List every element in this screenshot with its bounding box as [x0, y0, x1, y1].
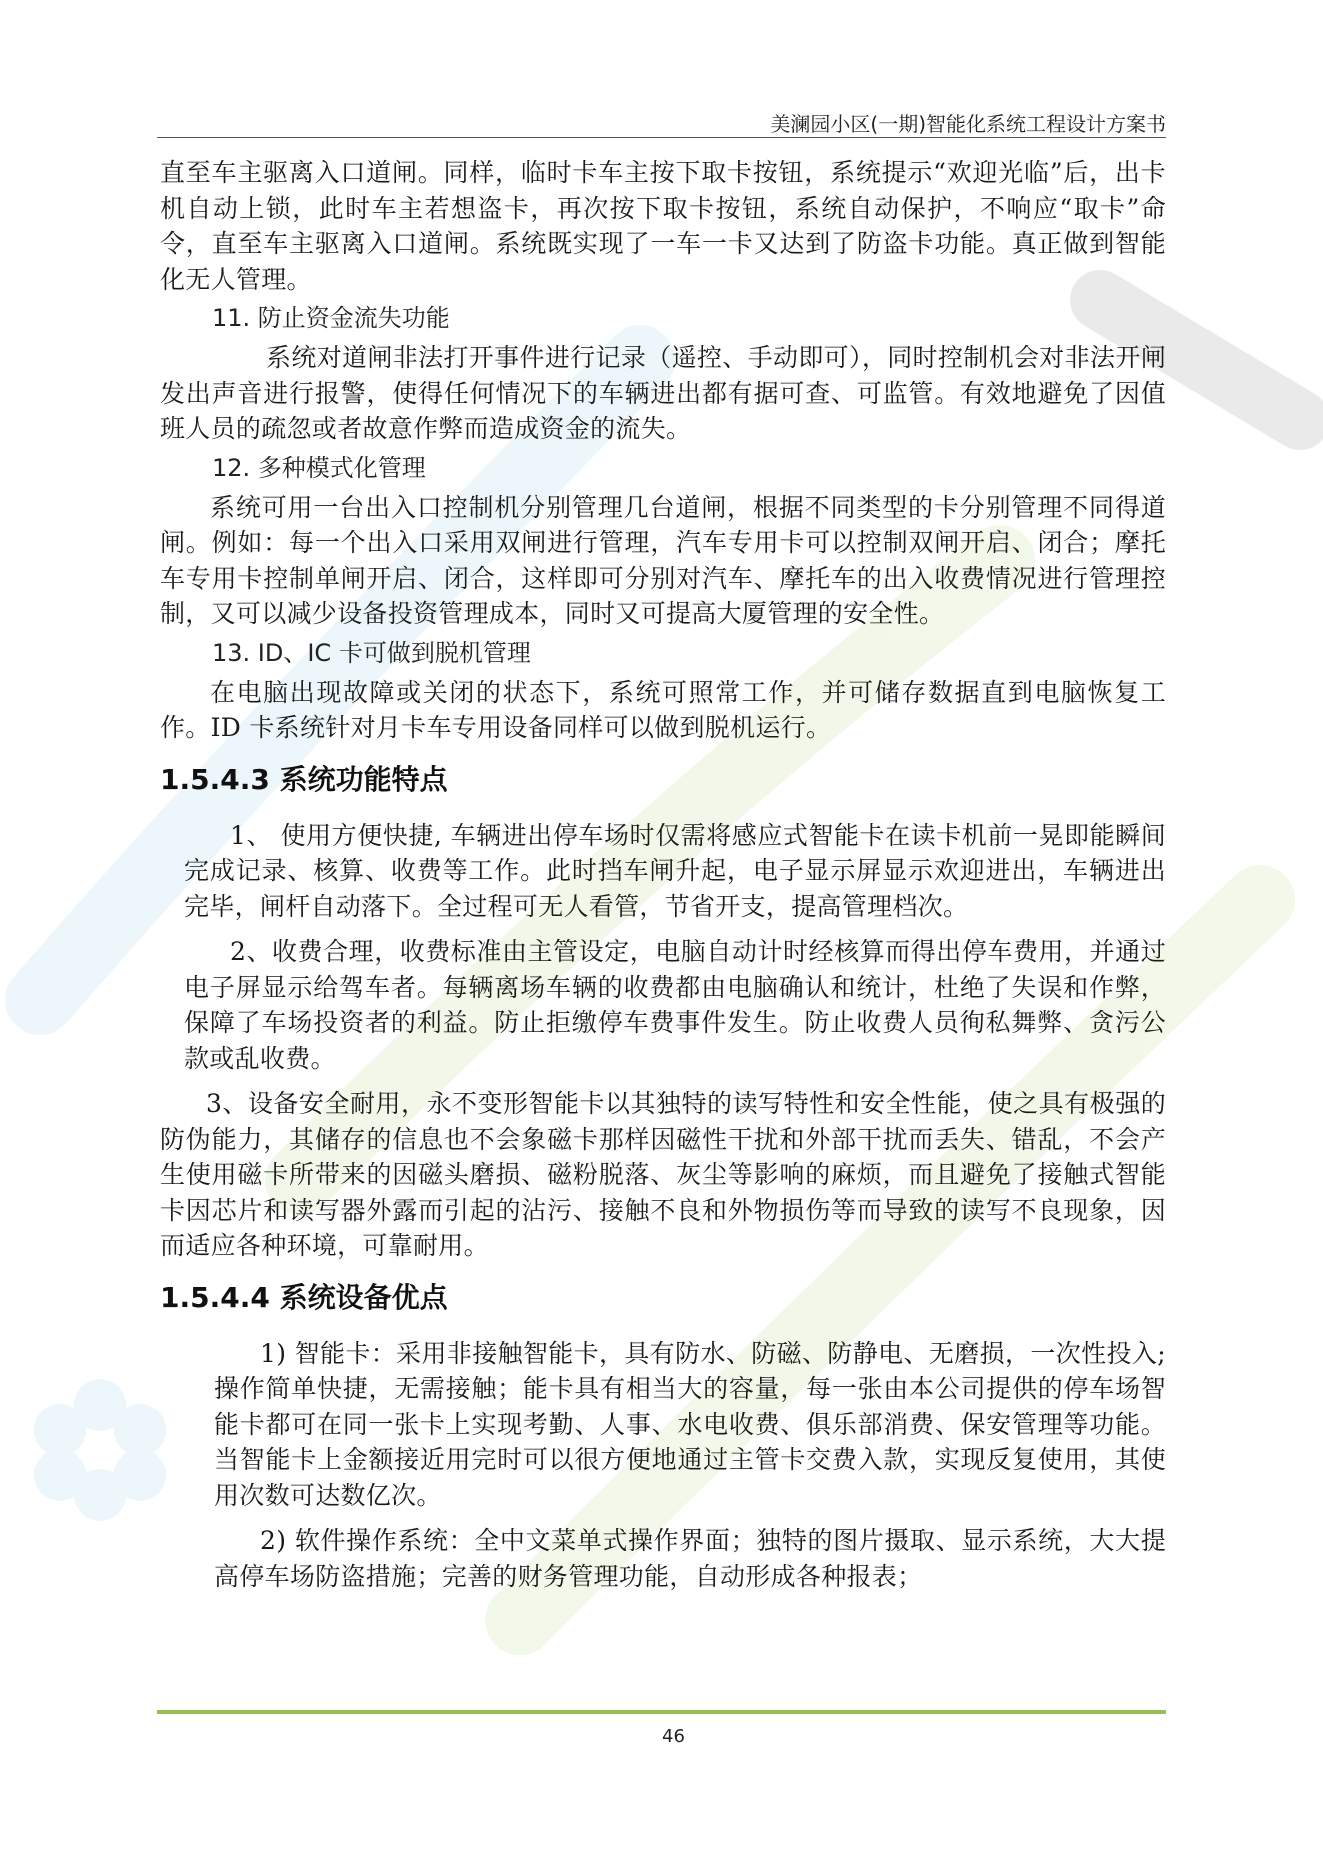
running-header-title: 美澜园小区(一期)智能化系统工程设计方案书: [770, 112, 1166, 136]
advantage-2-text: 2) 软件操作系统：全中文菜单式操作界面；独特的图片摄取、显示系统，大大提高停车场防盗措施；完善的财务管理功能，自动形成各种报表；: [214, 1526, 1166, 1591]
feature-2-block: [160, 934, 1166, 1076]
advantage-2-block: [160, 1523, 1166, 1594]
advantage-1-text: 1) 智能卡：采用非接触智能卡，具有防水、防磁、防静电、无磨损，一次性投入;操作简单快捷，无需接触；能卡具有相当大的容量，每一张由本公司提供的停车场智能卡都可在同一张卡上实现考勤、人事、水电收费、俱乐部消费、保安管理等功能。当智能卡上金额接近用完时可以很方便地通过主管卡交费入款，实现反复使用，其使用次数可达数亿次。: [214, 1338, 1166, 1510]
feature-3-block: [160, 1086, 1166, 1264]
item-11-text: 系统对道闸非法打开事件进行记录（遥控、手动即可），同时控制机会对非法开闸发出声音进行报警，使得任何情况下的车辆进出都有据可查、可监管。有效地避免了因值班人员的疏忽或者故意作弊而造成资金的流失。: [160, 343, 1166, 443]
feature-3-text: 3、设备安全耐用，永不变形智能卡以其独特的读写特性和安全性能，使之具有极强的防伪能力，其储存的信息也不会象磁卡那样因磁性干扰和外部干扰而丢失、错乱，不会产生使用磁卡所带来的因磁头磨损、磁粉脱落、灰尘等影响的麻烦，而且避免了接触式智能卡因芯片和读写器外露而引起的沾污、接触不良和外物损伤等而导致的读写不良现象，因而适应各种环境，可靠耐用。: [160, 1089, 1166, 1260]
feature-1-block: [160, 818, 1166, 925]
header-divider: [157, 137, 1166, 138]
item-13-text: 在电脑出现故障或关闭的状态下，系统可照常工作，并可储存数据直到电脑恢复工作。ID 卡系统针对月卡车专用设备同样可以做到脱机运行。: [160, 677, 1166, 742]
advantage-1-block: [160, 1336, 1166, 1514]
section-heading-1544: 1.5.4.4 系统设备优点: [160, 1280, 448, 1314]
feature-2-text: 2、收费合理，收费标准由主管设定，电脑自动计时经核算而得出停车费用，并通过电子屏显示给驾车者。每辆离场车辆的收费都由电脑确认和统计，杜绝了失误和作弊，保障了车场投资者的利益。防止拒缴停车费事件发生。防止收费人员徇私舞弊、贪污公款或乱收费。: [184, 937, 1166, 1073]
item-12-text: 系统可用一台出入口控制机分别管理几台道闸，根据不同类型的卡分别管理不同得道闸。例如：每一个出入口采用双闸进行管理，汽车专用卡可以控制双闸开启、闭合；摩托车专用卡控制单闸开启、闭合，这样即可分别对汽车、摩托车的出入收费情况进行管理控制，又可以减少设备投资管理成本，同时又可提高大厦管理的安全性。: [160, 492, 1166, 628]
page-content: [160, 155, 1166, 1594]
page-number: 46: [662, 1726, 685, 1747]
feature-1-text: 1、 使用方便快捷, 车辆进出停车场时仅需将感应式智能卡在读卡机前一晃即能瞬间完成记录、核算、收费等工作。此时挡车闸升起，电子显示屏显示欢迎进出，车辆进出完毕，闸杆自动落下。全过程可无人看管，节省开支，提高管理档次。: [184, 820, 1166, 921]
section-heading-1543: 1.5.4.3 系统功能特点: [160, 762, 448, 796]
item-12-title: 12. 多种模式化管理: [212, 453, 426, 482]
paragraph-card-theft-protection: 直至车主驱离入口道闸。同样，临时卡车主按下取卡按钮，系统提示“欢迎光临”后，出卡机自动上锁，此时车主若想盗卡，再次按下取卡按钮，系统自动保护，不响应“取卡”命令，直至车主驱离入口道闸。系统既实现了一车一卡又达到了防盗卡功能。真正做到智能化无人管理。: [160, 158, 1166, 294]
item-11-title: 11. 防止资金流失功能: [212, 304, 450, 332]
footer-divider: [157, 1710, 1166, 1714]
item-13-title: 13. ID、IC 卡可做到脱机管理: [212, 638, 531, 667]
